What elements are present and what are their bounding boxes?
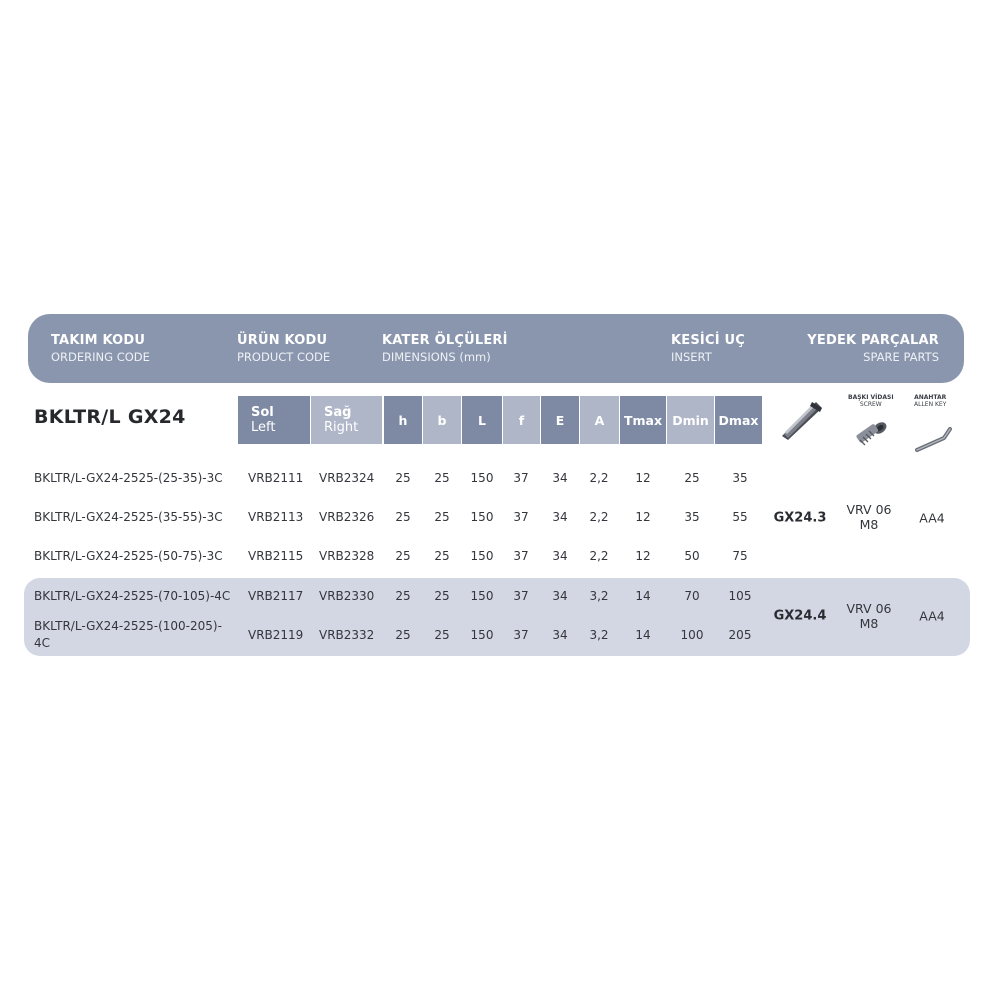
dim-e: 34: [552, 549, 568, 563]
right-code: VRB2328: [319, 549, 375, 563]
screw-label: BAŞKI VİDASI SCREW: [848, 394, 894, 409]
left-code: VRB2113: [248, 510, 304, 524]
dim-dmax: 105: [728, 589, 752, 603]
right-code: VRB2330: [319, 589, 375, 603]
dim-b: 25: [434, 549, 450, 563]
dim-tmax: 12: [635, 471, 651, 485]
dim-a: 2,2: [589, 549, 609, 563]
column-tmax: Tmax: [620, 396, 666, 444]
dim-a: 2,2: [589, 471, 609, 485]
header-banner: [28, 314, 964, 383]
column-dmin: Dmin: [667, 396, 714, 444]
dim-e: 34: [552, 510, 568, 524]
dim-b: 25: [434, 471, 450, 485]
dim-e: 34: [552, 471, 568, 485]
key-code: AA4: [919, 510, 945, 526]
dim-tmax: 14: [635, 628, 651, 642]
dim-tmax: 12: [635, 549, 651, 563]
dim-f: 37: [513, 471, 529, 485]
right-code: VRB2324: [319, 471, 375, 485]
dim-dmax: 35: [732, 471, 748, 485]
dim-f: 37: [513, 628, 529, 642]
dim-l: 150: [470, 549, 494, 563]
dim-e: 34: [552, 628, 568, 642]
column-e: E: [541, 396, 579, 444]
column-f: f: [503, 396, 540, 444]
dim-l: 150: [470, 471, 494, 485]
column-a: A: [580, 396, 619, 444]
dim-dmin: 50: [684, 549, 700, 563]
left-code: VRB2119: [248, 628, 304, 642]
insert-code: GX24.3: [773, 510, 827, 526]
dim-dmin: 35: [684, 510, 700, 524]
dim-b: 25: [434, 628, 450, 642]
dimensions-header: KATER ÖLÇÜLERİ DIMENSIONS (mm): [382, 333, 508, 364]
dim-tmax: 12: [635, 510, 651, 524]
dim-b: 25: [434, 510, 450, 524]
screw-icon: [852, 418, 888, 454]
allen-key-icon: [914, 424, 954, 454]
dim-dmin: 100: [680, 628, 704, 642]
insert-code: GX24.4: [773, 608, 827, 624]
dim-f: 37: [513, 589, 529, 603]
family-title: BKLTR/L GX24: [34, 406, 186, 428]
ordering-code: BKLTR/L-GX24-2525-(50-75)-3C: [34, 549, 223, 563]
dim-f: 37: [513, 549, 529, 563]
dim-tmax: 14: [635, 589, 651, 603]
ordering-code: BKLTR/L-GX24-2525-(100-205)- 4C: [34, 619, 222, 650]
screw-code: VRV 06 M8: [846, 601, 892, 631]
allen-key-label: ANAHTAR ALLEN KEY: [914, 394, 947, 409]
dim-l: 150: [470, 510, 494, 524]
column-h: h: [384, 396, 422, 444]
ordering-code: BKLTR/L-GX24-2525-(35-55)-3C: [34, 510, 223, 524]
right-code: VRB2326: [319, 510, 375, 524]
insert-header: KESİCİ UÇ INSERT: [671, 333, 745, 364]
dim-f: 37: [513, 510, 529, 524]
column-sag-right: Sağ Right: [311, 396, 382, 444]
dim-l: 150: [470, 589, 494, 603]
product-code-header: ÜRÜN KODU PRODUCT CODE: [237, 333, 331, 364]
dim-h: 25: [395, 549, 411, 563]
dim-dmin: 25: [684, 471, 700, 485]
ordering-code-header: TAKIM KODU ORDERING CODE: [51, 333, 150, 364]
screw-code: VRV 06 M8: [846, 502, 892, 532]
dim-a: 2,2: [589, 510, 609, 524]
dim-h: 25: [395, 471, 411, 485]
key-code: AA4: [919, 608, 945, 624]
ordering-code: BKLTR/L-GX24-2525-(70-105)-4C: [34, 589, 231, 603]
column-b: b: [423, 396, 461, 444]
dim-a: 3,2: [589, 589, 609, 603]
dim-l: 150: [470, 628, 494, 642]
dim-h: 25: [395, 510, 411, 524]
dim-dmax: 75: [732, 549, 748, 563]
insert-icon: [776, 396, 826, 442]
dim-dmax: 205: [728, 628, 752, 642]
column-dmax: Dmax: [715, 396, 762, 444]
dim-b: 25: [434, 589, 450, 603]
left-code: VRB2115: [248, 549, 304, 563]
left-code: VRB2117: [248, 589, 304, 603]
spare-parts-header: YEDEK PARÇALAR SPARE PARTS: [807, 333, 939, 364]
dim-h: 25: [395, 589, 411, 603]
dim-dmin: 70: [684, 589, 700, 603]
right-code: VRB2332: [319, 628, 375, 642]
dim-a: 3,2: [589, 628, 609, 642]
dim-h: 25: [395, 628, 411, 642]
dim-dmax: 55: [732, 510, 748, 524]
column-l: L: [462, 396, 502, 444]
dim-e: 34: [552, 589, 568, 603]
ordering-code: BKLTR/L-GX24-2525-(25-35)-3C: [34, 471, 223, 485]
column-sol-left: Sol Left: [238, 396, 310, 444]
left-code: VRB2111: [248, 471, 304, 485]
